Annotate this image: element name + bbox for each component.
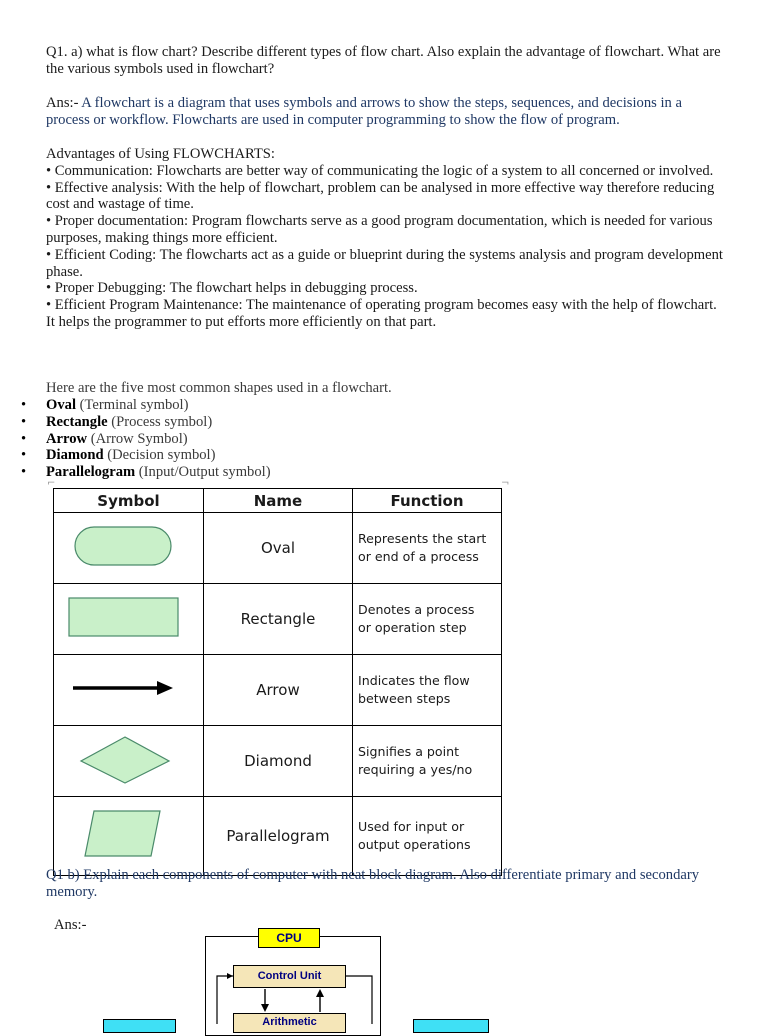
header-name: Name: [204, 489, 353, 513]
shape-name-cell: Arrow: [204, 655, 353, 726]
shape-name: Diamond: [46, 447, 104, 464]
bullet-icon: •: [21, 430, 27, 447]
function-cell: [353, 655, 502, 726]
table-row: [54, 797, 502, 876]
answer-1a: [46, 95, 726, 129]
table-row: [54, 584, 502, 655]
symbol-cell: [54, 726, 204, 797]
advantages-heading: Advantages of Using FLOWCHARTS:: [46, 146, 275, 162]
function-cell: [353, 797, 502, 876]
shape-name: Rectangle: [46, 413, 108, 430]
shapes-intro: Here are the five most common shapes used in a flowchart.: [46, 380, 392, 396]
shape-name: Arrow: [46, 430, 88, 447]
oval-shape-icon: [54, 513, 203, 579]
question-1a: Q1. a) what is flow chart? Describe different types of flow chart. Also explain the advantage of flowchart. What are the various symbols used in flowchart?: [46, 44, 721, 77]
answer-prefix: Ans:-: [46, 95, 82, 111]
table-row: [54, 655, 502, 726]
bullet-icon: •: [21, 464, 27, 481]
table-corner-mark: ⌐: [47, 478, 56, 489]
function-line: or end of a process: [358, 549, 479, 564]
bullet-icon: •: [21, 413, 27, 430]
question-1b: Q1 b) Explain each components of computer with neat block diagram. Also differentiate primary and secondary memory.: [46, 867, 699, 900]
arrow-shape-icon: [54, 655, 203, 721]
parallelogram-shape-icon: [54, 797, 203, 871]
function-cell: [353, 726, 502, 797]
symbol-cell: [54, 584, 204, 655]
answer-1b-prefix: Ans:-: [54, 917, 87, 933]
table-header-row: [54, 489, 502, 513]
function-cell: [353, 513, 502, 584]
rectangle-shape-icon: [54, 584, 203, 650]
list-item: [21, 413, 271, 431]
symbol-cell: [54, 513, 204, 584]
alu-box: Arithmetic: [233, 1013, 346, 1033]
function-line: between steps: [358, 691, 451, 706]
symbol-cell: [54, 655, 204, 726]
cpu-label: CPU: [258, 928, 320, 948]
advantage-item: • Proper documentation: Program flowcharts serve as a good program documentation, which is needed for various purposes, making things more efficient.: [46, 213, 713, 246]
advantage-item: • Efficient Coding: The flowcharts act as a guide or blueprint during the systems analysis and program development phase.: [46, 246, 723, 280]
shape-desc: (Process symbol): [107, 413, 213, 430]
table-row: [54, 726, 502, 797]
shape-desc: (Decision symbol): [103, 447, 216, 464]
list-item: [21, 447, 271, 464]
function-line: Signifies a point: [358, 744, 460, 759]
advantage-item: • Communication: Flowcharts are better way of communicating the logic of a system to all concerned or involved.: [46, 162, 714, 179]
input-unit-box: [103, 1019, 176, 1033]
control-unit-box: Control Unit: [233, 965, 346, 988]
shape-desc: (Input/Output symbol): [135, 464, 271, 481]
shape-name-cell: Oval: [204, 513, 353, 584]
function-line: or operation step: [358, 620, 467, 635]
advantage-item: • Efficient Program Maintenance: The maintenance of operating program becomes easy with the help of flowchart. It helps the programmer to put efforts more efficiently on that part.: [46, 297, 717, 330]
function-line: requiring a yes/no: [358, 762, 473, 777]
flowchart-symbol-table: [53, 488, 502, 876]
advantage-item: • Effective analysis: With the help of flowchart, problem can be analysed in more effective way therefore reducing cost and wastage of time.: [46, 179, 715, 213]
function-line: Represents the start: [358, 531, 487, 546]
function-line: output operations: [358, 837, 471, 852]
answer-text: A flowchart is a diagram that uses symbols and arrows to show the steps, sequences, and decisions in a process or workflow. Flowcharts are used in computer programming to show the flow of program.: [46, 95, 682, 128]
function-line: Denotes a process: [358, 602, 475, 617]
table-row: [54, 513, 502, 584]
function-line: Used for input or: [358, 819, 465, 834]
list-item: [21, 430, 271, 448]
shape-name-cell: Rectangle: [204, 584, 353, 655]
function-cell: [353, 584, 502, 655]
list-item: [21, 464, 271, 481]
shape-name-cell: Diamond: [204, 726, 353, 797]
diamond-shape-icon: [54, 726, 203, 792]
function-line: Indicates the flow: [358, 673, 470, 688]
shape-name: Parallelogram: [46, 464, 136, 481]
shape-name: Oval: [46, 397, 76, 413]
bullet-icon: •: [21, 397, 27, 413]
list-item: [21, 397, 271, 414]
advantage-item: • Proper Debugging: The flowchart helps in debugging process.: [46, 280, 418, 297]
header-symbol: Symbol: [54, 489, 204, 513]
symbol-cell: [54, 797, 204, 876]
shape-name-cell: Parallelogram: [204, 797, 353, 876]
shape-desc: (Terminal symbol): [76, 397, 189, 413]
header-function: Function: [353, 489, 502, 513]
output-unit-box: [413, 1019, 489, 1033]
bullet-icon: •: [21, 447, 27, 464]
table-corner-mark: ¬: [501, 478, 510, 489]
advantages-section: [46, 146, 726, 331]
shape-desc: (Arrow Symbol): [87, 430, 188, 447]
shape-list: [21, 397, 271, 481]
